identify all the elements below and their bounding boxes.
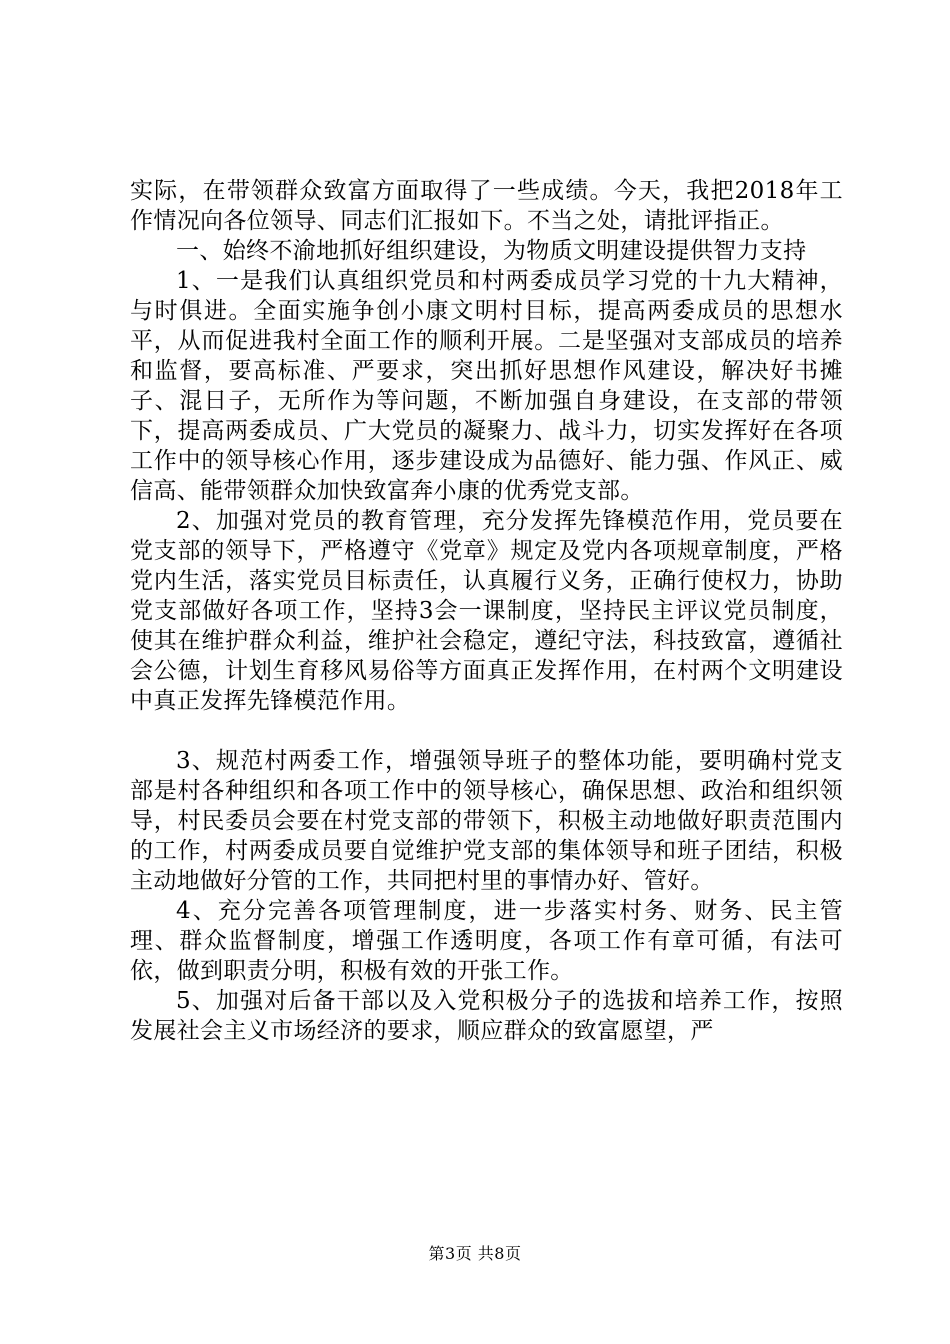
paragraph-intro: 实际，在带领群众致富方面取得了一些成绩。今天，我把2018年工作情况向各位领导、同志们汇报如下。不当之处，请批评指正。 [130, 178, 843, 234]
paragraph-item-5: 5、加强对后备干部以及入党积极分子的选拔和培养工作，按照发展社会主义市场经济的要求，顺应群众的致富愿望，严 [130, 988, 843, 1044]
paragraph-item-3: 3、规范村两委工作，增强领导班子的整体功能，要明确村党支部是村各种组织和各项工作中的领导核心，确保思想、政治和组织领导，村民委员会要在村党支部的带领下，积极主动地做好职责范围内的工作，村两委成员要自觉维护党支部的集体领导和班子团结，积极主动地做好分管的工作，共同把村里的事情办好、管好。 [130, 748, 843, 894]
page-number-footer: 第3页 共8页 [428, 1244, 522, 1263]
document-body [130, 176, 843, 1046]
paragraph-item-1: 1、一是我们认真组织党员和村两委成员学习党的十九大精神，与时俱进。全面实施争创小康文明村目标，提高两委成员的思想水平，从而促进我村全面工作的顺利开展。二是坚强对支部成员的培养和监督，要高标准、严要求，突出抓好思想作风建设，解决好书摊子、混日子，无所作为等问题，不断加强自身建设，在支部的带领下，提高两委成员、广大党员的凝聚力、战斗力，切实发挥好在各项工作中的领导核心作用，逐步建设成为品德好、能力强、作风正、威信高、能带领群众加快致富奔小康的优秀党支部。 [130, 268, 843, 504]
paragraph-item-2: 2、加强对党员的教育管理，充分发挥先锋模范作用，党员要在党支部的领导下，严格遵守《党章》规定及党内各项规章制度，严格党内生活，落实党员目标责任，认真履行义务，正确行使权力，协助党支部做好各项工作，坚持3会一课制度，坚持民主评议党员制度，使其在维护群众利益，维护社会稳定，遵纪守法，科技致富，遵循社会公德，计划生育移风易俗等方面真正发挥作用，在村两个文明建设中真正发挥先锋模范作用。 [130, 508, 843, 714]
paragraph-item-4: 4、充分完善各项管理制度，进一步落实村务、财务、民主管理、群众监督制度，增强工作透明度，各项工作有章可循，有法可依，做到职责分明，积极有效的开张工作。 [130, 898, 843, 984]
section-heading-1: 一、始终不渝地抓好组织建设，为物质文明建设提供智力支持 [176, 238, 807, 264]
